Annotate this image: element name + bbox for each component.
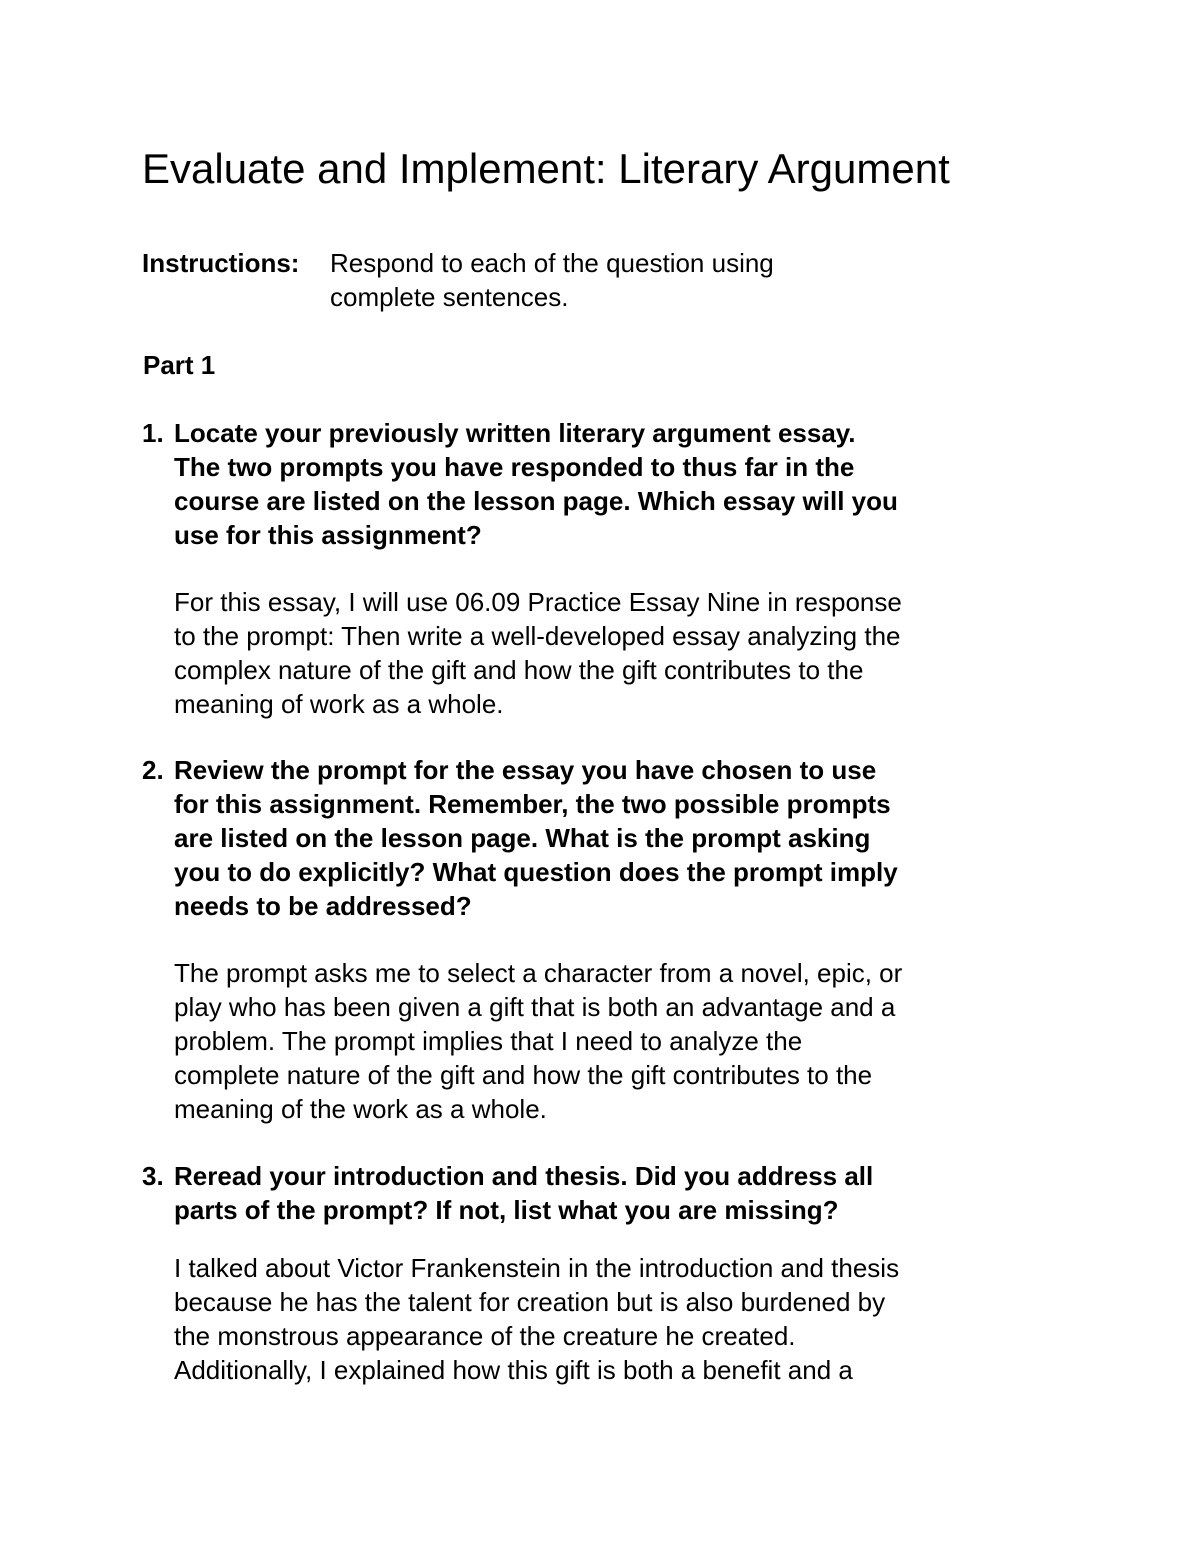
document-title: Evaluate and Implement: Literary Argument: [142, 145, 950, 192]
instructions-text: Respond to each of the question using complete sentences.: [330, 248, 774, 312]
instructions-label: Instructions:: [142, 248, 300, 278]
question-text: Review the prompt for the essay you have chosen to use for this assignment. Remember, the two possible prompts are listed on the lesson page. What is the prompt asking you to do explicitly? What question does the prompt imply needs to be addressed?: [174, 755, 898, 921]
answer-3: I talked about Victor Frankenstein in the introduction and thesis because he has the talent for creation but is also burdened by the monstrous appearance of the creature he created. Additionally, I explained how this gift is both a benefit and a: [174, 1253, 900, 1385]
question-text: Locate your previously written literary argument essay. The two prompts you have responded to thus far in the course are listed on the lesson page. Which essay will you use for this assignment?: [174, 418, 898, 550]
question-3: [142, 1159, 1022, 1227]
answer-2: The prompt asks me to select a character from a novel, epic, or play who has been given a gift that is both an advantage and a problem. The prompt implies that I need to analyze the complete nature of the gift and how the gift contributes to the meaning of the work as a whole.: [174, 958, 903, 1124]
question-2: [142, 753, 1022, 923]
question-number: 1.: [142, 418, 164, 448]
part-heading: Part 1: [143, 350, 216, 380]
answer-1: For this essay, I will use 06.09 Practice Essay Nine in response to the prompt: Then write a well-developed essay analyzing the complex nature of the gift and how the gift contributes to the meaning of work as a whole.: [174, 587, 902, 719]
question-number: 2.: [142, 755, 164, 785]
question-1: [142, 416, 1022, 552]
instructions: [142, 246, 890, 314]
question-text: Reread your introduction and thesis. Did you address all parts of the prompt? If not, list what you are missing?: [174, 1161, 874, 1225]
question-number: 3.: [142, 1161, 164, 1191]
